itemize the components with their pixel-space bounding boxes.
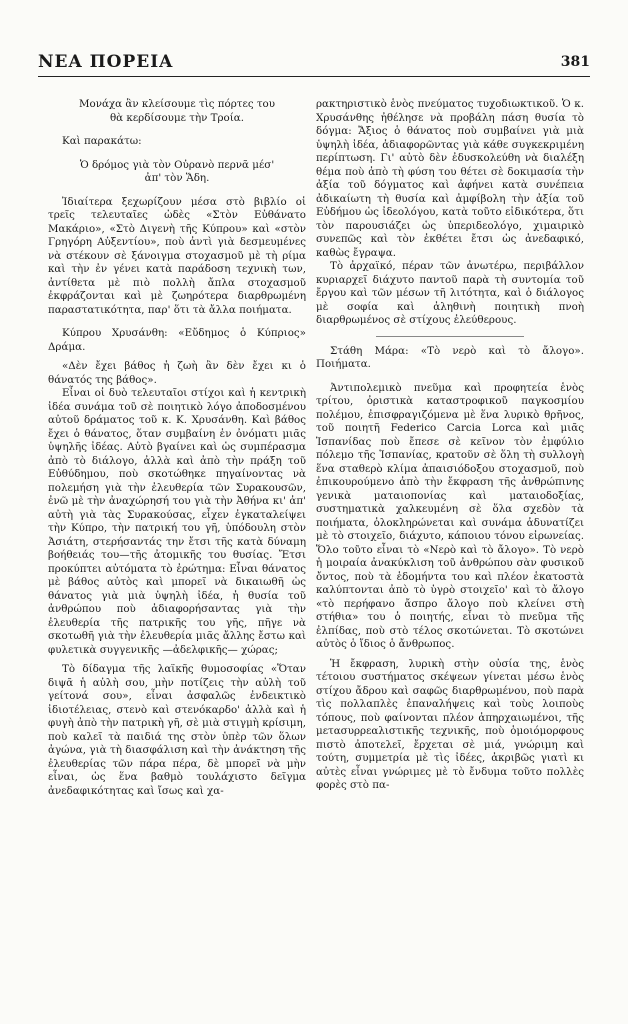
paragraph: Ἀντιπολεμικὸ πνεῦμα καὶ προφητεία ἑνὸς τρίτου, ὀριστικὰ καταστροφικοῦ παγκοσμίου πολέμου, ἐπισφραγιζόμενα μὲ ἕνα λυρικὸ θρῆνος, τοῦ ποιητῆ Federico Carcia Lorca καὶ μιᾶς Ἱσπανίδας ποὺ ἔπεσε σὲ κεῖνον τὸν ἐμφύλιο πόλεμο τῆς Ἱσπανίας, κρατοῦν σὲ ὅλη τὴ συλλογὴ ἕνα σταθερὸ κλίμα ἀπαισιόδοξου στοχασμοῦ, ποὺ ἐπικουρούμενο ἀπὸ τὴν ἔκφραση τῆς ἀνθρώπινης γενικὰ ματαιοπονίας καὶ ματαιοδοξίας, συστηματικὰ χαλκευμένη σὲ ὅλα σχεδὸν τὰ ποιήματα, ὁλοκληρώνεται καὶ συνάμα ἀδυνατίζει μὲ τὸ στοιχεῖο, διάχυτο, κάποιου τόνου εἰρωνείας. Ὅλο τοῦτο εἶναι τὸ «Νερὸ καὶ τὸ ἄλογο». Τὸ νερὸ ἡ μοιραία ἀνακύκλιση τοῦ ἀνθρώπου σὰν φυσικοῦ ὄντος, ποὺ τὰ ἑδομήντα του καὶ πλέον ἑκατοστὰ καλύπτονται ἀπὸ τὸ ὑγρὸ στοιχεῖο' καὶ τὸ ἄλογο «τὸ περήφανο ἄσπρο ἄλογο ποὺ κλείνει στὴ στήθια» του ὁ ποιητής, εἶναι τὸ πνεῦμα τῆς ἐλπίδας, ποὺ στὸ τέλος σκοτώνεται. Τὸ σκοτώνει αὐτὸς ὁ ἴδιος ὁ ἄνθρωπος. — [316, 381, 584, 650]
paragraph: Ἡ ἔκφραση, λυρικὴ στὴν οὐσία της, ἑνὸς τέτοιου συστήματος σκέψεων γίνεται μέσω ἑνὸς στίχου ἄδρου καὶ σαφῶς διαρθρωμένου, ποὺ παρὰ τὶς πολλαπλὲς ἐπαναλήψεις καὶ τοὺς λοιποὺς τόπους, ποὺ φαίνονται πλέον ἀπηρχαιωμένοι, τῆς μετασυρρεαλιστικῆς τεχνικῆς, ποὺ ὁμοιόμορφους πιστὸ ἀποτελεῖ, ἔρχεται σὲ μιά, γνώριμη καὶ τούτη, συμμετρία μὲ τὶς ἰδέες, ἀκριβῶς γιατὶ κι αὐτὲς εἶναι γνώριμες μὲ τὸ ἔνδυμα τοῦτο πολλὲς φορὲς στὸ πα- — [316, 657, 584, 791]
paragraph: Τὸ δίδαγμα τῆς λαϊκῆς θυμοσοφίας «Ὅταν διψᾶ ἡ αὐλὴ σου, μὴν ποτίζεις τὴν αὐλὴ τοῦ γείτονά σου», εἶναι ἀσφαλῶς ἐνδεικτικὸ ἰδιοτέλειας, στενὸ καὶ στενόκαρδο' ἀλλὰ καὶ ἡ φυγὴ ἀπὸ τὴν πατρικὴ γῆ, σὲ μιὰ στιγμὴ κρίσιμη, ποὺ καλεῖ τὰ παιδιά της στὸν ὑπὲρ τῶν ὅλων ἀγώνα, γιὰ τὴ διασφάλιση καὶ τὴν ἀνάκτηση τῆς ἐλευθερίας τῶν πάρα πέρα, δὲ μπορεῖ νὰ μὴν εἶναι, ὡς ἕνα βαθμὸ τουλάχιστο δεῖγμα ἀνεδαφικότητας καὶ ἴσως καὶ χα- — [48, 663, 306, 797]
verse-excerpt-2 — [48, 159, 306, 186]
left-column — [48, 98, 306, 798]
paragraph: Τὸ ἀρχαϊκό, πέραν τῶν ἀνωτέρω, περιβάλλον κυριαρχεῖ διάχυτο παντοῦ παρὰ τὴ συντομία τοῦ ἔργου καὶ τῶν μέσων τῆ λιτότητα, καὶ ὁ διάλογος μὲ σοφία καὶ ἀληθινὴ ποιητικὴ πνοὴ διαρθρωμένος σὲ στίχους ἐλεύθερους. — [316, 260, 584, 326]
book-review-heading: Κύπρου Χρυσάνθη: «Εὔδημος ὁ Κύπριος» Δράμα. — [48, 327, 306, 353]
book-review-heading: Στάθη Μάρα: «Τὸ νερὸ καὶ τὸ ἄλογο». Ποιήματα. — [316, 344, 584, 370]
page-number: 381 — [560, 54, 590, 70]
verse-line: ἀπ' τὸν Ἅδη. — [144, 172, 210, 184]
verse-line: Μονάχα ἂν κλείσουμε τὶς πόρτες του — [78, 98, 276, 110]
page-header — [38, 46, 590, 77]
right-column — [316, 98, 584, 793]
verse-line: θὰ κερδίσουμε τὴν Τροία. — [109, 111, 245, 124]
intro-text: Καὶ παρακάτω: — [62, 135, 142, 147]
paragraph: Ἰδιαίτερα ξεχωρίζουν μέσα στὸ βιβλίο οἱ τρεῖς τελευταῖες ὠδὲς «Στὸν Εὐθάνατο Μακάριο», «Στὸ Διγενὴ τῆς Κύπρου» καὶ «στὸν Γρηγόρη Αὐξεντίου», ποὺ ἀντὶ γιὰ δεσμευμένες νὰ στέκουν σὲ ξάνοιγμα στοχασμοῦ μὲ τὴ ρίμα καὶ τὴν ἐν γένει κατὰ παράδοση τεχνικὴ των, ἀντίθετα μὲ πιὸ πολλὴ ἄπλα στοχασμοῦ ἐκφράζονται καὶ μὲ ζωηρότερα διαρθρωμένη παραστατικότητα, παρ' ὅτι τὰ ἄλλα ποιήματα. — [48, 195, 306, 316]
journal-title: ΝΕΑ ΠΟΡΕΙΑ — [38, 52, 174, 72]
paragraph: Εἶναι οἱ δυὸ τελευταῖοι στίχοι καὶ ἡ κεντρικὴ ἰδέα συνάμα τοῦ σὲ ποιητικὸ λόγο ἀποδοσμένου αὐτοῦ δράματος τοῦ κ. Κ. Χρυσάνθη. Καὶ βάθος ἔχει ὁ θάνατος, ὅταν συμβαίνη ἐν ὀνόματι μιᾶς ὑψηλῆς ἰδέας. Αὐτὸ βγαίνει καὶ ὡς συμπέρασμα ἀπὸ τὸ διάλογο, ἀλλὰ καὶ ἀπὸ τὴν πράξη τοῦ Εὐθύδημου, ποὺ σκοτώθηκε πηγαίνοντας νὰ πολεμήση γιὰ τὴν ἐλευθερία τῶν Συρακουσῶν, ἐνῶ μὲ τὴν ἀναχώρησή του γιὰ τὴν Ἀθήνα κι' ἀπ' αὐτὴ γιὰ τὰς Συρακούσας, εἶχεν ἐγκαταλείψει τὴν Κύπρο, τὴν πατρική του γῆ, ὑπόδουλη στὸν Ἀσιάτη, στερήσαντάς την ἔτσι τῆς κατὰ δύναμη βοήθειάς του—τῆς ἀτομικῆς του θυσίας. Ἔτσι προκύπτει αὐτόματα τὸ ἐρώτημα: Εἶναι θάνατος μὲ βάθος αὐτὸς καὶ μπορεῖ νὰ δικαιωθῆ ὡς θάνατος γιὰ μιὰ ὑψηλὴ ἰδέα, ἡ θυσία τοῦ ἀνθρώπου ποὺ ἀδιαφορήσαντας γιὰ τὴν ἐλευθερία τῆς πατρικῆς του γῆς, πῆγε νὰ σκοτωθῆ γιὰ τὴν ἐλευθερία μιᾶς ἄλλης ἔστω καὶ φυλετικὰ συγγενικῆς —ἀδελφικῆς— χώρας; — [48, 387, 306, 656]
verse-excerpt-1 — [48, 98, 306, 125]
paragraph: ρακτηριστικὸ ἑνὸς πνεύματος τυχοδιωκτικοῦ. Ὁ κ. Χρυσάνθης ἠθέλησε νὰ προβάλη πάση θυσία τὸ δόγμα: Ἄξιος ὁ θάνατος ποὺ συμβαίνει γιὰ μιὰ ὑψηλὴ ἰδέα, ἀδιαφορῶντας γιὰ κάθε συγκεκριμένη περίπτωση. Γι' αὐτὸ δὲν ἐδυσκολεύθη νὰ διαλέξη θέμα ποὺ ἀπὸ τὴ φύση του θέτει σὲ δοκιμασία τὴν ἀξία τοῦ δόγματος καὶ ἀφήνει κατὰ συνέπεια ἀδικαίωτη τὴ θυσία καὶ ἀμφίβολη τὴν ἀξία τοῦ Εὐδήμου ὡς ἰδεολόγου, κατὰ τοῦτο εἰδικότερα, ὅτι τὸν παρουσιάζει ὡς ὑπεριδεολόγο, χιμαιρικὸ συνεπῶς καὶ τὸν ἐκθέτει ἔτσι ὡς ἀνεδαφικό, καθὼς ἔγραψα. — [316, 98, 584, 259]
quote: «Δὲν ἔχει βάθος ἡ ζωὴ ἂν δὲν ἔχει κι ὁ θάνατός της βάθος». — [48, 360, 306, 386]
section-divider — [376, 336, 524, 337]
verse-line: Ὁ δρόμος γιὰ τὸν Οὐρανὸ περνᾶ μέσ' — [79, 158, 275, 171]
